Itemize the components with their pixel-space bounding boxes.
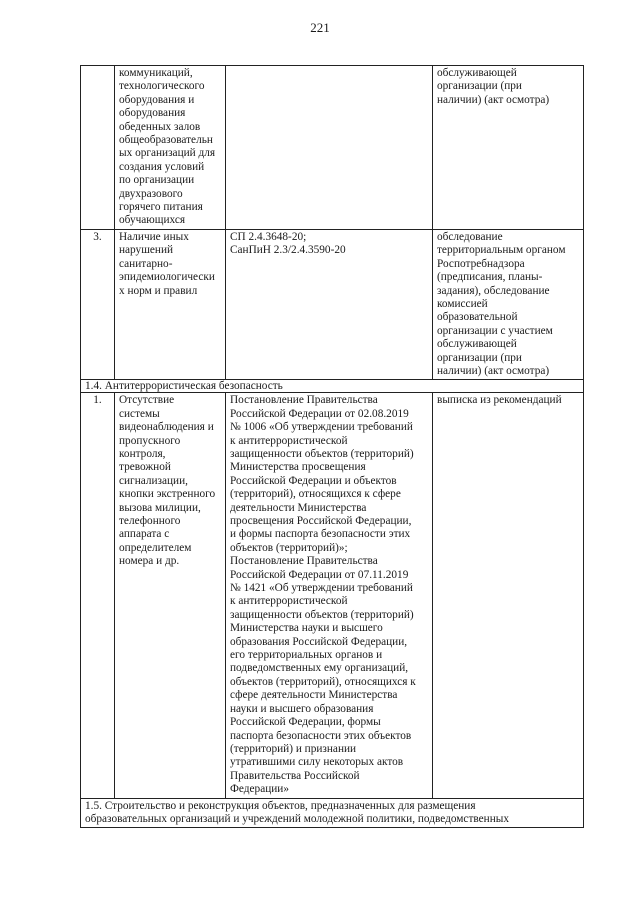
cell-text-line: объектов (территорий), относящихся к — [230, 675, 416, 688]
cell-text-line: выписка из рекомендаций — [437, 394, 562, 407]
cell-text-line: задания), обследование — [437, 284, 550, 297]
cell-text-line: организации (при — [437, 351, 522, 364]
cell-text-line: Российской Федерации от 07.11.2019 — [230, 568, 409, 581]
section-heading-row — [81, 380, 584, 393]
cell-text-line: Постановление Правительства — [230, 394, 378, 407]
cell-text-line: Федерации» — [230, 783, 289, 796]
cell-text-line: защищенности объектов (территорий) — [230, 447, 414, 460]
violation-cell — [115, 66, 226, 230]
cell-text-line: обслуживающей — [437, 338, 517, 351]
cell-text-line: двухразового — [119, 187, 183, 200]
cell-text-line: образовательной — [437, 311, 518, 324]
cell-text-line: тревожной — [119, 461, 171, 474]
cell-text-line: организации с участием — [437, 324, 553, 337]
cell-text-line: подведомственных ему организаций, — [230, 662, 409, 675]
cell-text-line: обеденных залов — [119, 120, 201, 133]
cell-text-line: обслуживающей — [437, 67, 517, 79]
source-cell — [433, 66, 584, 230]
cell-text-line: наличии) (акт осмотра) — [437, 93, 550, 106]
cell-text-line: (предписания, планы- — [437, 271, 543, 284]
cell-text-line: контроля, — [119, 447, 166, 460]
regulation-cell — [226, 66, 433, 230]
cell-text-line: № 1421 «Об утверждении требований — [230, 582, 413, 595]
cell-text-line: определителем — [119, 541, 192, 554]
cell-text-line: кнопки экстренного — [119, 488, 216, 501]
cell-text-line: оборудования — [119, 107, 186, 120]
cell-text-line: Российской Федерации и объектов — [230, 474, 397, 487]
cell-text-line: образования Российской Федерации, — [230, 635, 408, 648]
table-row — [81, 66, 584, 230]
page-number: 221 — [310, 20, 330, 35]
regulation-cell — [226, 229, 433, 379]
cell-text-line: № 1006 «Об утверждении требований — [230, 421, 413, 434]
cell-text-line: (территорий), относящихся к сфере — [230, 488, 401, 501]
table-row — [81, 393, 584, 798]
violation-cell — [115, 229, 226, 379]
source-cell — [433, 229, 584, 379]
cell-text-line: СП 2.4.3648-20; — [230, 230, 307, 243]
cell-text-line: Российской Федерации от 02.08.2019 — [230, 407, 409, 420]
row-number-cell: 3. — [81, 229, 115, 379]
cell-text-line: Наличие иных — [119, 230, 189, 243]
cell-text-line: аппарата с — [119, 528, 170, 541]
cell-text-line: телефонного — [119, 515, 181, 527]
cell-text-line: СанПиН 2.3/2.4.3590-20 — [230, 244, 346, 257]
cell-text-line: паспорта безопасности этих объектов — [230, 729, 412, 742]
cell-text-line: нарушений — [119, 244, 174, 257]
cell-text-line: Отсутствие — [119, 394, 175, 407]
cell-text-line: защищенности объектов (территорий) — [230, 608, 414, 621]
section-heading — [81, 798, 584, 828]
regulation-cell — [226, 393, 433, 798]
cell-text-line: Постановление Правительства — [230, 555, 378, 568]
cell-text-line: создания условий — [119, 160, 205, 173]
cell-text-line: к антитеррористической — [230, 434, 348, 447]
cell-text-line: видеонаблюдения и — [119, 421, 214, 434]
cell-text-line: общеобразовательн — [119, 134, 213, 147]
cell-text-line: организации (при — [437, 80, 522, 93]
cell-text-line: к антитеррористической — [230, 595, 348, 608]
cell-text-line: номера и др. — [119, 555, 180, 568]
cell-text-line: по организации — [119, 174, 195, 187]
section-heading-row — [81, 798, 584, 828]
cell-text-line: утратившими силу некоторых актов — [230, 756, 404, 769]
cell-text-line: Министерства просвещения — [230, 461, 366, 474]
row-number-cell — [81, 66, 115, 230]
cell-text-line: и формы паспорта безопасности этих — [230, 528, 411, 541]
requirements-table — [80, 65, 584, 828]
cell-text-line: деятельности Министерства — [230, 501, 367, 514]
violation-cell — [115, 393, 226, 798]
cell-text-line: сфере деятельности Министерства — [230, 689, 398, 702]
cell-text-line: Правительства Российской — [230, 769, 360, 782]
cell-text-line: Роспотребнадзора — [437, 257, 525, 270]
cell-text-line: горячего питания — [119, 201, 203, 214]
cell-text-line: системы — [119, 407, 160, 420]
cell-text-line: его территориальных органов и — [230, 649, 383, 662]
cell-text-line: пропускного — [119, 434, 181, 447]
cell-text-line: сигнализации, — [119, 474, 188, 487]
cell-text-line: (территорий) и признании — [230, 742, 357, 755]
cell-text-line: коммуникаций, — [119, 67, 193, 79]
source-cell — [433, 393, 584, 798]
cell-text-line: образовательных организаций и учреждений молодежной политики, подведомственных — [85, 812, 509, 825]
cell-text-line: Министерства науки и высшего — [230, 622, 383, 635]
cell-text-line: технологического — [119, 80, 205, 93]
section-heading: 1.4. Антитеррористическая безопасность — [81, 380, 584, 393]
cell-text-line: территориальным органом — [437, 244, 566, 257]
cell-text-line: комиссией — [437, 297, 488, 310]
cell-text-line: наличии) (акт осмотра) — [437, 364, 550, 377]
cell-text-line: оборудования и — [119, 93, 195, 106]
cell-text-line: объектов (территорий)»; — [230, 541, 348, 554]
cell-text-line: науки и высшего образования — [230, 702, 374, 715]
cell-text-line: х норм и правил — [119, 284, 198, 297]
cell-text-line: обследование — [437, 230, 503, 243]
cell-text-line: просвещения Российской Федерации, — [230, 515, 412, 527]
cell-text-line: 1.5. Строительство и реконструкция объектов, предназначенных для размещения — [85, 799, 476, 812]
cell-text-line: обучающихся — [119, 214, 186, 227]
cell-text-line: вызова милиции, — [119, 501, 201, 514]
table-row — [81, 229, 584, 379]
cell-text-line: санитарно- — [119, 257, 173, 270]
cell-text-line: Российской Федерации, формы — [230, 716, 381, 729]
cell-text-line: эпидемиологически — [119, 271, 215, 284]
row-number-cell: 1. — [81, 393, 115, 798]
cell-text-line: ых организаций для — [119, 147, 216, 160]
